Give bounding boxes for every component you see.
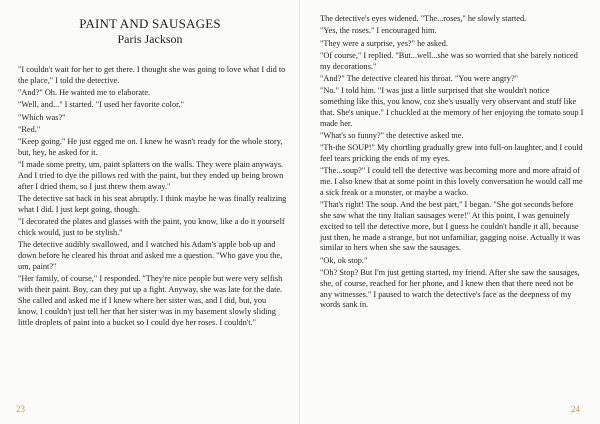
paragraph: The detective audibly swallowed, and I watched his Adam's apple bob up and down before he cleared his throat and asked me a question. "Who gave you the, um, paint?"	[18, 240, 283, 272]
paragraph: "They were a surprise, yes?" he asked.	[320, 38, 448, 48]
paragraph: The detective sat back in his seat abruptly. I think maybe he was finally realizing what I did. I just kept going, though.	[18, 194, 287, 215]
paragraph: "The...soup?" I could tell the detective was becoming more and more afraid of me. I also knew that at some point in this lovely conversation he would call me a sick freak or a monster, or maybe a wacko.	[320, 166, 583, 197]
paragraph: "Red."	[18, 124, 41, 134]
story-title: PAINT AND SAUSAGES	[79, 16, 221, 31]
right-page-body	[320, 14, 586, 313]
paragraph: "Keep going." He just egged me on. I knew he wasn't ready for the whole story, but, hey, he asked for it.	[18, 137, 283, 158]
paragraph: "Which was?"	[18, 112, 66, 122]
paragraph: "I made some pretty, um, paint splatters on the walls. They were plain anyways. And I tried to dye the pillows red with the paint, but they ended up being brown after I dried them, so I just threw them away."	[18, 160, 284, 191]
page-number: 24	[571, 404, 580, 414]
paragraph: "Th-the SOUP!" My chortling gradually grew into full-on laughter, and I could feel tears pricking the ends of my eyes.	[320, 143, 583, 164]
paragraph: "Oh? Stop? But I'm just getting started, my friend. After she saw the sausages, she, of course, reached for her phone, and I knew then that there need not be any witnesses." I paused to watch the detective's face as the deepness of my words sank in.	[320, 268, 580, 310]
paragraph: The detective's eyes widened. "The...roses," he slowly started.	[320, 14, 527, 23]
paragraph: "No." I told him. "I was just a little surprised that she wouldn't notice something like this, you know, coz she's usually very observant and stuff like that. She's unique." I chuckled at the memory of her enjoying the tomato soup I made her.	[320, 86, 584, 128]
left-page-body	[18, 65, 288, 330]
paragraph: "And?" Oh. He wanted me to elaborate.	[18, 88, 151, 98]
paragraph: "Well, and..." I started. "I used her favorite color."	[18, 100, 184, 110]
right-page	[300, 0, 600, 424]
page-number: 23	[16, 404, 25, 414]
paragraph: "And?" The detective cleared his throat. "You were angry?"	[320, 73, 519, 83]
paragraph: "Yes, the roses." I encouraged him.	[320, 26, 437, 36]
paragraph: "Of course," I replied. "But...well...she was so worried that she barely noticed my decorations."	[320, 50, 578, 71]
paragraph: "That's right! The soup. And the best part," I began. "She got seconds before she saw what the tiny Italian sausages were!" At this point, I was genuinely excited to tell the detective more, but I guess he couldn't handle it all, because just then, he made a strange, but not unfamiliar, gagging noise. Actually it was similar to hers when she saw the sausages.	[320, 200, 581, 253]
author-name: Paris Jackson	[117, 32, 183, 46]
paragraph: "I couldn't wait for her to get there. I thought she was going to love what I did to the place," I told the detective.	[18, 65, 286, 85]
paragraph: "What's so funny?" the detective asked me.	[320, 130, 464, 140]
paragraph: "Her family, of course," I responded. "They're nice people but were very selfish with their paint. Boy, can they put up a fight. Anyway, she was late for the date. She called and asked me if I knew where her sister was, and I did, but, you know, I couldn't just tell her that her sister was in my basement slowly sliding little droplets of paint into a bucket so I could dye her roses. I couldn't."	[18, 274, 283, 327]
paragraph: "I decorated the plates and glasses with the paint, you know, like a do it yourself chick would, just to be stylish."	[18, 217, 285, 238]
paragraph: "Ok, ok stop."	[320, 255, 368, 265]
